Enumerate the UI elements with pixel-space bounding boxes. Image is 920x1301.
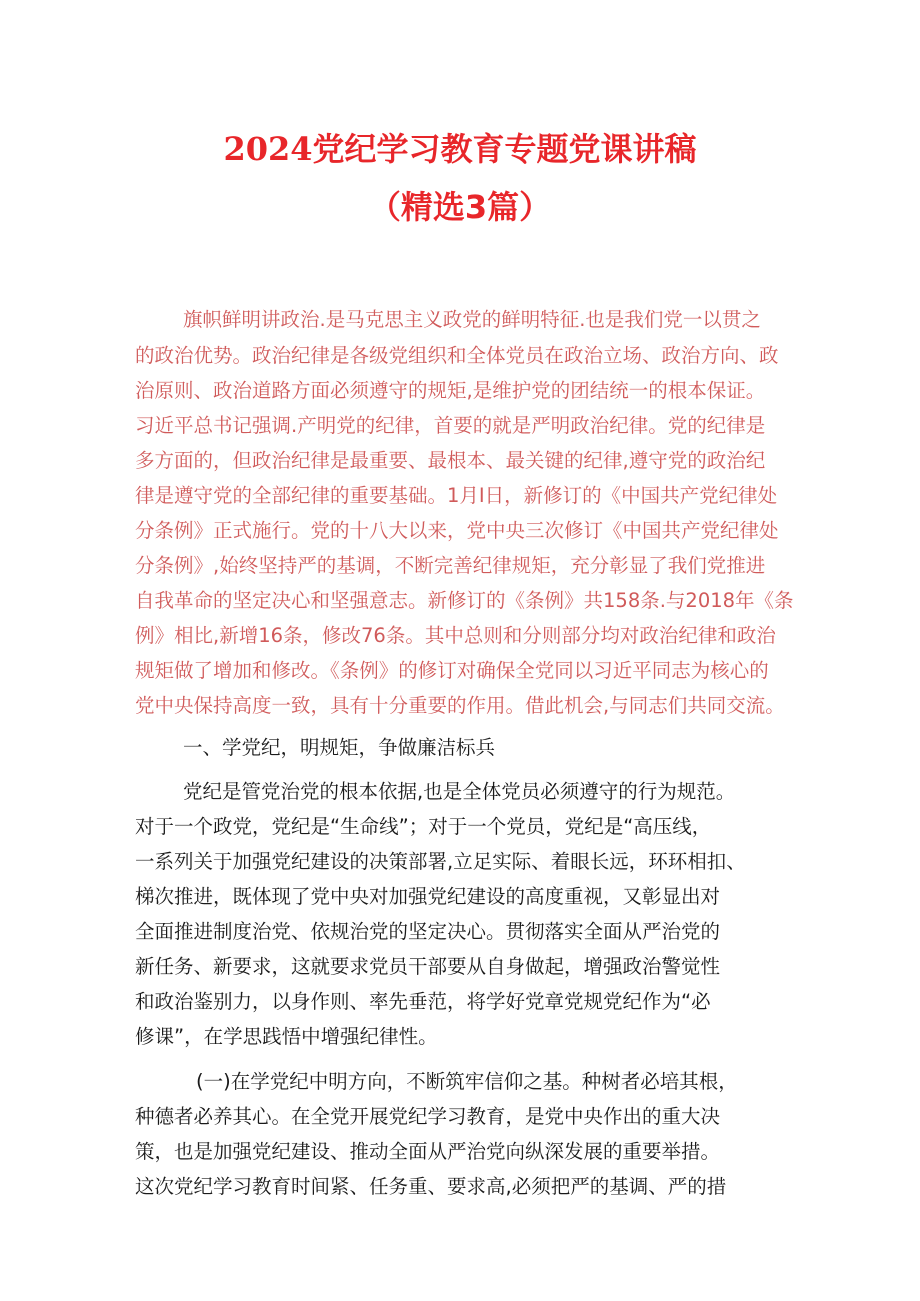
body-line: 和政治鉴别力，以身作则、率先垂范，将学好党章党规党纪作为“必 xyxy=(135,990,711,1013)
body-line: 梯次推进，既体现了党中央对加强党纪建设的高度重视，又彰显出对 xyxy=(135,885,721,908)
body-line: 新任务、新要求，这就要求党员干部要从自身做起，增强政治警觉性 xyxy=(135,955,721,978)
body-line: 党纪是管党治党的根本依据,也是全体党员必须遵守的行为规范。 xyxy=(183,780,736,803)
intro-line: 旗帜鲜明讲政治.是马克思主义政党的鲜明特征.也是我们党一以贯之 xyxy=(183,308,761,331)
intro-line: 自我革命的坚定决心和坚强意志。新修订的《条例》共158条.与2018年《条 xyxy=(135,589,794,612)
body-line: 修课”，在学思践悟中增强纪律性。 xyxy=(135,1025,438,1048)
intro-line: 例》相比,新增16条，修改76条。其中总则和分则部分均对政治纪律和政治 xyxy=(135,624,776,647)
body-line: 全面推进制度治党、依规治党的坚定决心。贯彻落实全面从严治党的 xyxy=(135,920,721,943)
body-line: 策，也是加强党纪建设、推动全面从严治党向纵深发展的重要举措。 xyxy=(135,1140,721,1163)
intro-line: 习近平总书记强调.产明党的纪律，首要的就是严明政治纪律。党的纪律是 xyxy=(135,414,766,437)
body-line: 对于一个政党，党纪是“生命线”；对于一个党员，党纪是“高压线， xyxy=(135,815,712,838)
document-title: 2024党纪学习教育专题党课讲稿 xyxy=(223,130,697,168)
intro-line: 治原则、政治道路方面必须遵守的规矩,是维护党的团结统一的根本保证。 xyxy=(135,379,766,402)
intro-line: 的政治优势。政治纪律是各级党组织和全体党员在政治立场、政治方向、政 xyxy=(135,344,779,367)
intro-line: 党中央保持高度一致，具有十分重要的作用。借此机会,与同志们共同交流。 xyxy=(135,694,785,717)
document-subtitle: （精选3篇） xyxy=(368,188,552,226)
intro-line: 多方面的，但政治纪律是最重要、最根本、最关键的纪律,遵守党的政治纪 xyxy=(135,449,766,472)
body-line: 这次党纪学习教育时间紧、任务重、要求高,必须把严的基调、严的措 xyxy=(135,1175,727,1198)
body-line: 一系列关于加强党纪建设的决策部署,立足实际、着眼长远，环环相扣、 xyxy=(135,850,746,873)
body-line: 种德者必养其心。在全党开展党纪学习教育，是党中央作出的重大决 xyxy=(135,1105,721,1128)
intro-line: 规矩做了增加和修改。《条例》的修订对确保全党同以习近平同志为核心的 xyxy=(135,659,769,682)
intro-line: 分条例》,始终坚持严的基调，不断完善纪律规矩，充分彰显了我们党推进 xyxy=(135,554,766,577)
section-heading: 一、学党纪，明规矩，争做廉洁标兵 xyxy=(183,736,496,759)
intro-line: 分条例》正式施行。党的十八大以来，党中央三次修订《中国共产党纪律处 xyxy=(135,519,779,542)
intro-line: 律是遵守党的全部纪律的重要基础。1月I日，新修订的《中国共产党纪律处 xyxy=(135,484,778,507)
body-line: (一)在学党纪中明方向，不断筑牢信仰之基。种树者必培其根， xyxy=(196,1070,738,1093)
